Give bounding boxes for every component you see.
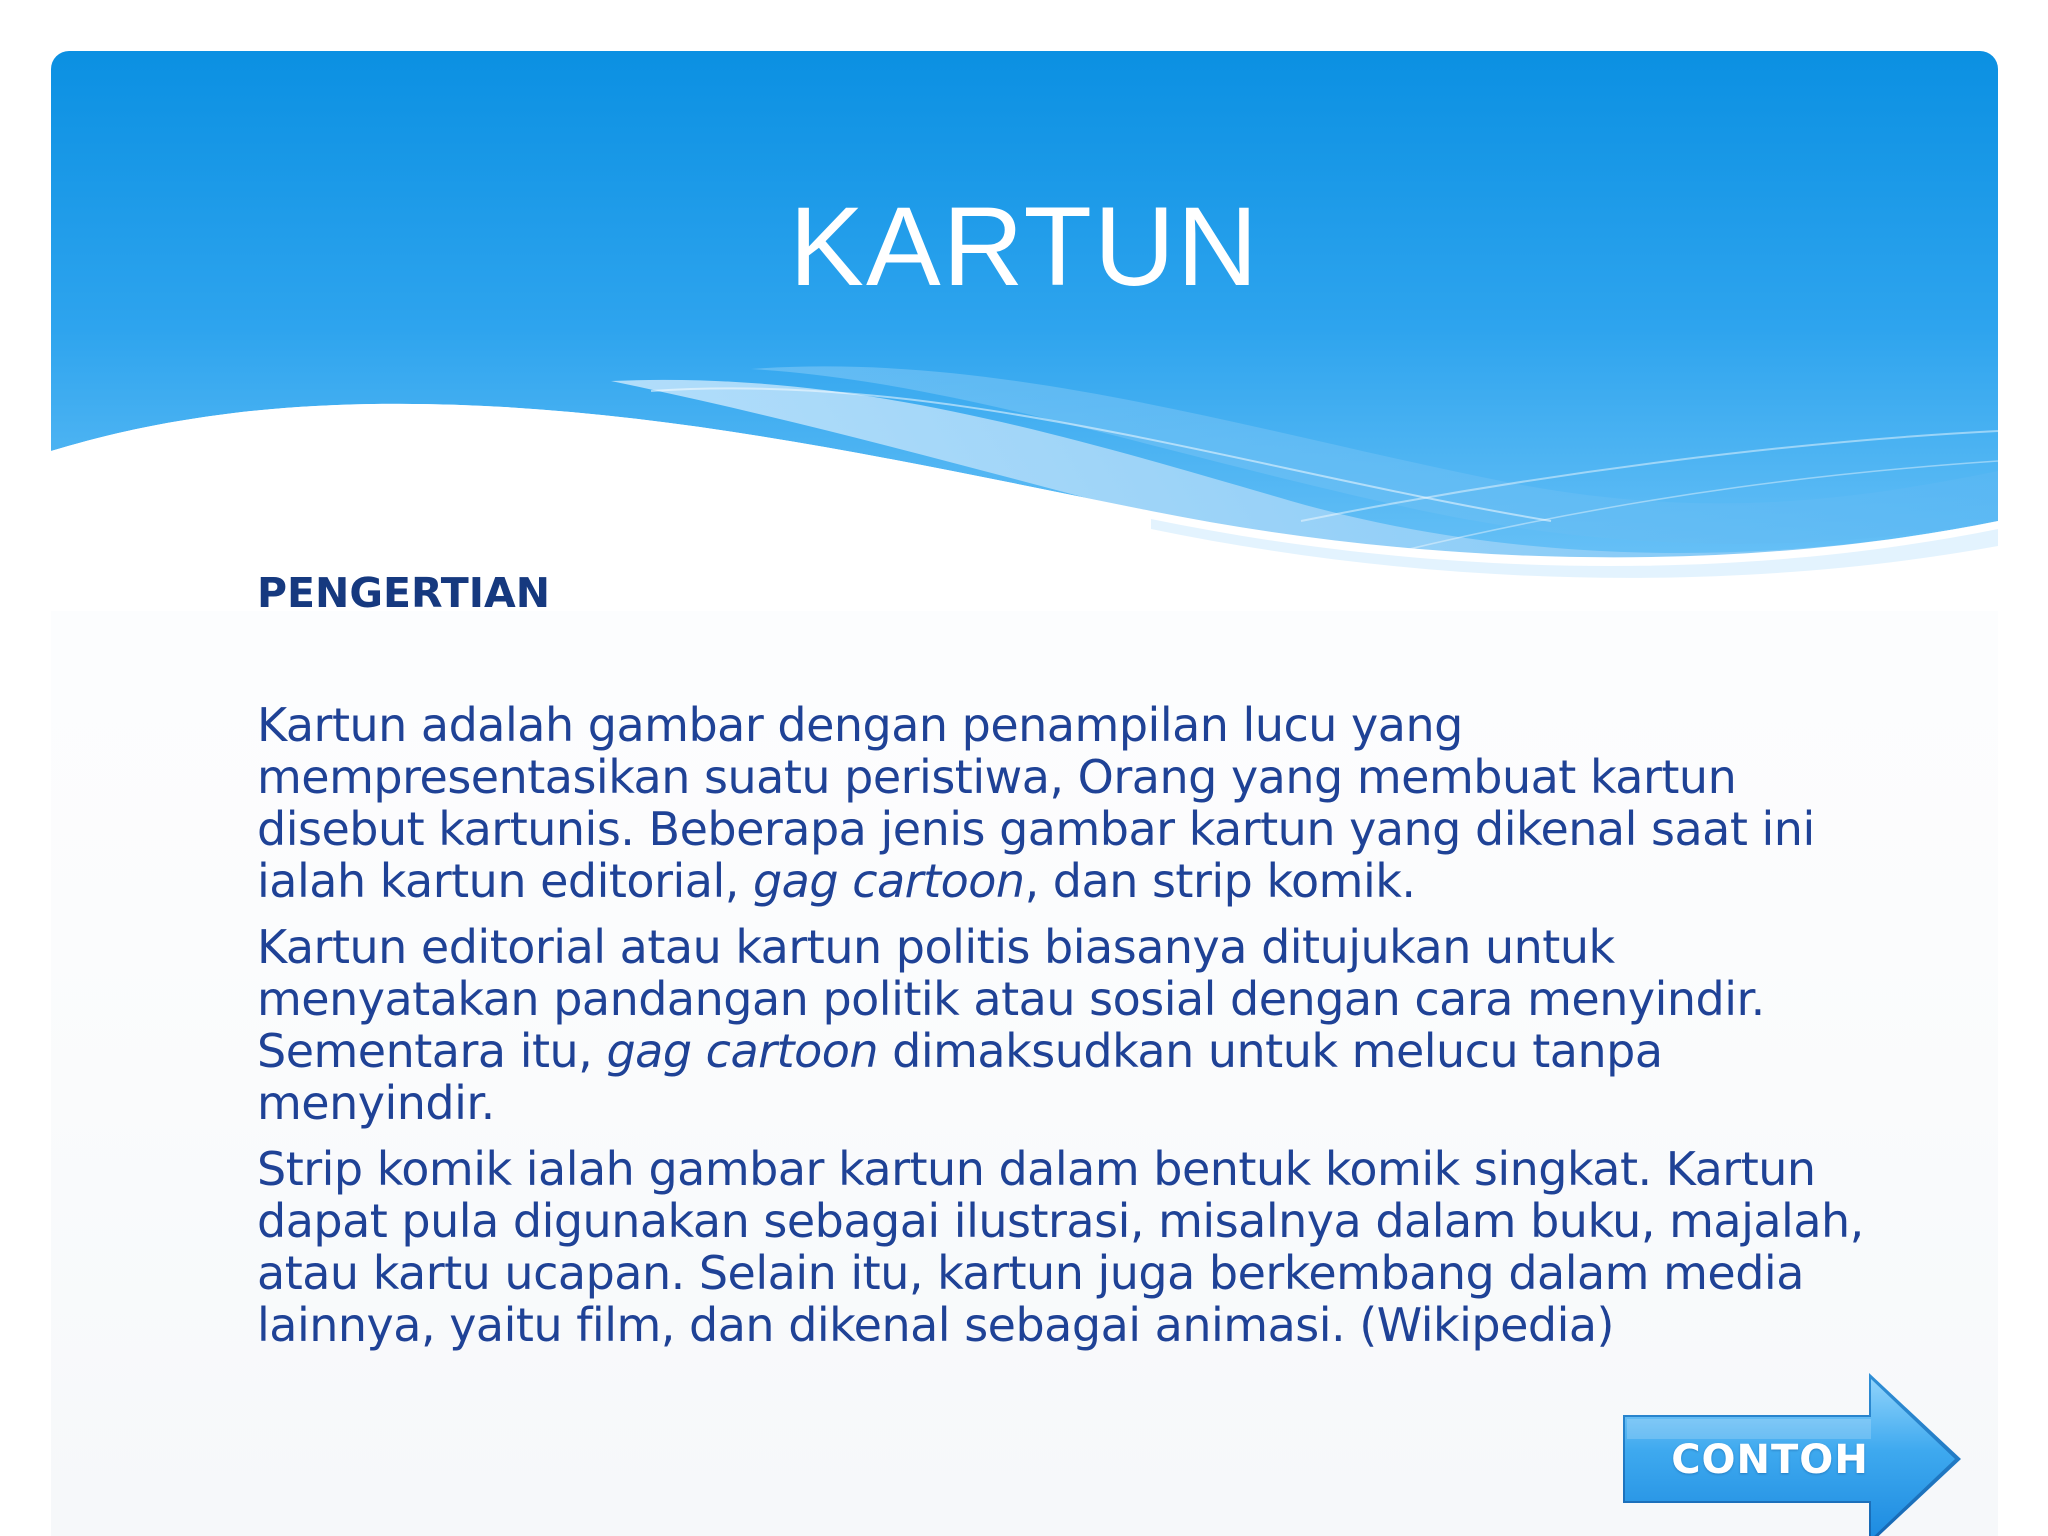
- emphasis-term: gag cartoon: [606, 1024, 879, 1078]
- contoh-button-label: CONTOH: [1671, 1437, 1869, 1483]
- paragraph-strip-komik: Strip komik ialah gambar kartun dalam bentuk komik singkat. Kartun dapat pula digunakan sebagai ilustrasi, misalnya dalam buku, majalah, atau kartu ucapan. Selain itu, kartun juga berkembang dalam media lainnya, yaitu film, dan dikenal sebagai animasi. (Wikipedia): [257, 1142, 1864, 1352]
- paragraph-text: dimaksudkan untuk melucu tanpa menyindir.: [257, 1024, 1663, 1130]
- slide-title: KARTUN: [789, 184, 1260, 309]
- emphasis-term: gag cartoon: [752, 854, 1025, 908]
- paragraph-text: Kartun adalah gambar dengan penampilan lucu yang mempresentasikan suatu peristiwa, Orang yang membuat kartun disebut kartunis. Beberapa jenis gambar kartun yang dikenal saat ini ialah kartun editorial,: [257, 698, 1815, 908]
- contoh-next-button[interactable]: [1619, 1369, 1967, 1536]
- header-wave-banner: [51, 51, 1998, 611]
- paragraph-definition: [257, 699, 1897, 907]
- slide-frame: [51, 51, 1998, 1536]
- slide-content: [257, 565, 1897, 1365]
- paragraph-editorial: [257, 921, 1897, 1129]
- paragraph-text: Kartun editorial atau kartun politis biasanya ditujukan untuk menyatakan pandangan politik atau sosial dengan cara menyindir. Sementara itu,: [257, 920, 1765, 1078]
- paragraph-text: , dan strip komik.: [1024, 854, 1416, 908]
- section-heading: PENGERTIAN: [257, 569, 551, 617]
